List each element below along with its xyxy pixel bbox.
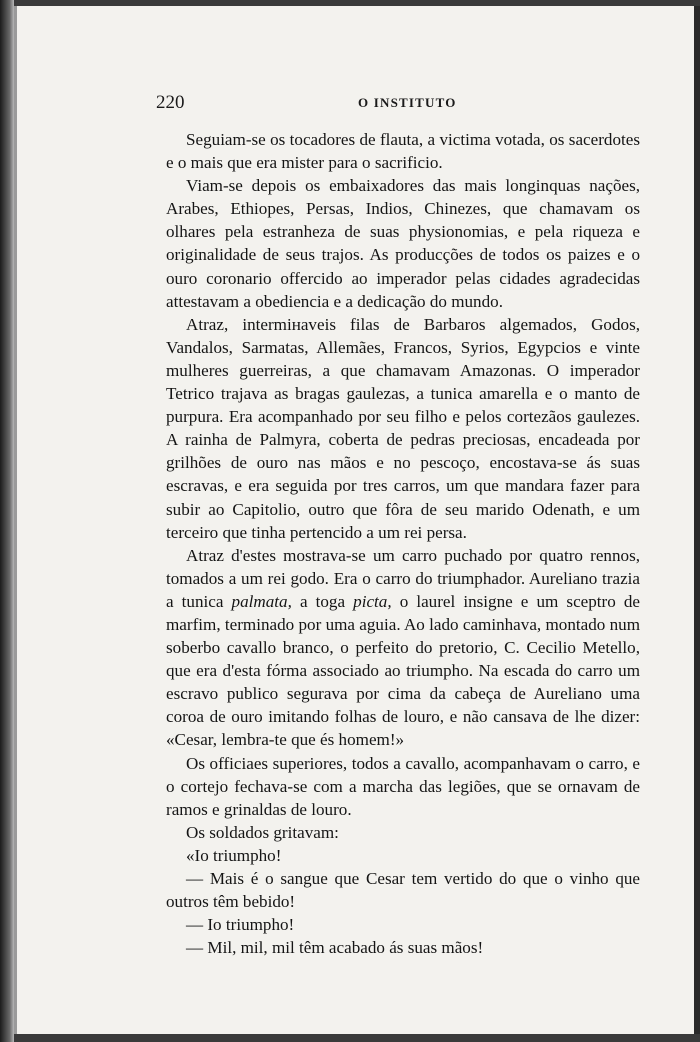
paragraph-5: Os officiaes superiores, todos a cavallo, acompanhavam o carro, e o cortejo fechava-se com a marcha das legiões, que se ornavam de ramos e grinaldas de louro.: [166, 753, 640, 819]
page-number: 220: [156, 92, 185, 113]
paragraph-4-part-a: Atraz d'estes mostrava-se um carro puchado por quatro rennos, tomados a um rei godo. Era o carro do triumphador. Aureliano trazia a tunica: [166, 545, 640, 611]
book-spine-shadow: [0, 0, 14, 1042]
italic-palmata: palmata,: [231, 591, 292, 611]
paragraph-1: Seguiam-se os tocadores de flauta, a victima votada, os sacerdotes e o mais que era mister para o sacrificio.: [166, 130, 640, 173]
paragraph-6: Os soldados gritavam:: [186, 822, 339, 842]
paragraph-2: Viam-se depois os embaixadores das mais longinquas nações, Arabes, Ethiopes, Persas, Indios, Chinezes, que chamavam os olhares pela estranheza de suas physionomias, e pela riqueza e originalidade de seus trajos. As producções de todos os paizes e o ouro coronario offercido ao imperador pelas cidades agradecidas attestavam a obediencia e a dedicação do mundo.: [166, 176, 640, 311]
paragraph-7: «Io triumpho!: [186, 845, 282, 865]
paragraph-4-part-b: a toga: [291, 591, 354, 611]
paragraph-4: [166, 544, 640, 752]
paragraph-3: Atraz, intermінaveis filas de Barbaros algemados, Godos, Vandalos, Sarmatas, Allemães, Francos, Syrios, Egypcios e vinte mulheres guerreiras, a que chamavam Amazonas. O imperador Tetrico trajava as bragas gaulezas, a tunica amarella e o manto de purpura. Era acompanhado por seu filho e pelos cortezãos gaulezes. A rainha de Palmyra, coberta de pedras preciosas, encadeada por grilhões de ouro nas mãos e no pescoço, encostava-se ás suas escravas, e era seguida por tres carros, um que mandara fazer para subir ao Capitolio, outro que fôra de seu marido Odenath, e um terceiro que tinha pertencido a um rei persa.: [166, 314, 640, 542]
paragraph-10: — Mil, mil, mil têm acabado ás suas mãos!: [186, 938, 484, 958]
page-header: [156, 92, 642, 118]
body-text: [166, 128, 640, 959]
paragraph-8: — Mais é o sangue que Cesar tem vertido do que o vinho que outros têm bebido!: [166, 869, 640, 912]
italic-picta: picta,: [353, 591, 392, 611]
paragraph-9: — Io triumpho!: [186, 915, 295, 935]
bottom-edge: [14, 1034, 700, 1042]
running-title: O INSTITUTO: [358, 95, 457, 110]
paragraph-4-part-c: o laurel insigne e um sceptro de marfim, terminado por uma aguia. Ao lado caminhava, montado num soberbo cavallo branco, o perfeito do pretorio, C. Cecilio Metello, que era d'esta fórma associado ao triumpho. Na escada do carro um escravo publico segurava por cima da cabeça de Aureliano uma coroa de ouro imitando folhas de louro, e não cansava de lhe dizer: «Cesar, lembra-te que és homem!»: [166, 591, 641, 750]
